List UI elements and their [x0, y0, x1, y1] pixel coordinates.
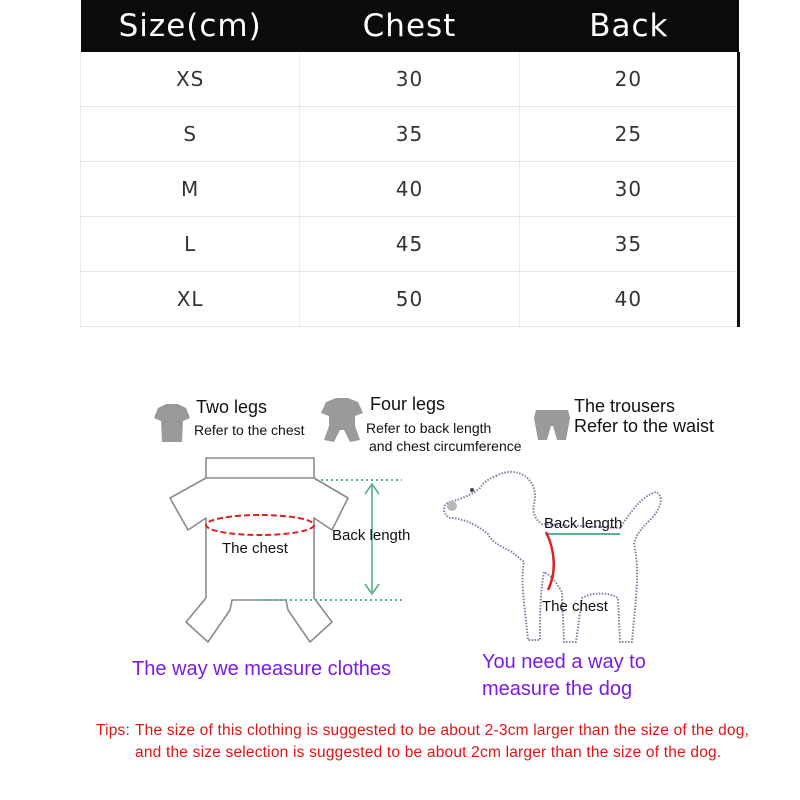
- back-cell: 40: [519, 272, 738, 327]
- table-row: [81, 107, 739, 162]
- dog-outline-diagram: [436, 462, 676, 652]
- header-back: Back: [519, 0, 738, 52]
- tips-text: The size of this clothing is suggested to be about 2-3cm larger than the size of the dog, and the size selection is suggested to be about 2cm larger than the size of the dog.: [135, 722, 750, 761]
- size-cell: L: [81, 217, 300, 272]
- clothes-caption: The way we measure clothes: [132, 658, 392, 680]
- chest-cell: 45: [300, 217, 519, 272]
- table-row: [81, 52, 739, 107]
- chest-cell: 40: [300, 162, 519, 217]
- size-cell: XS: [81, 52, 300, 107]
- dog-chest-label: The chest: [542, 598, 608, 615]
- back-cell: 35: [519, 217, 738, 272]
- dog-eye-icon: [470, 488, 474, 492]
- size-cell: M: [81, 162, 300, 217]
- back-cell: 30: [519, 162, 738, 217]
- chest-cell: 35: [300, 107, 519, 162]
- chest-cell: 30: [300, 52, 519, 107]
- tips-block: [96, 720, 756, 764]
- chest-cell: 50: [300, 272, 519, 327]
- clothes-back-length-label: Back length: [332, 527, 411, 544]
- size-table-header-row: [81, 0, 739, 52]
- back-cell: 25: [519, 107, 738, 162]
- table-row: [81, 272, 739, 327]
- trousers-title: The trousers: [574, 396, 676, 416]
- four-legs-garment-icon: [318, 396, 366, 444]
- header-chest: Chest: [300, 0, 519, 52]
- header-size: Size(cm): [81, 0, 300, 52]
- four-legs-title: Four legs: [370, 394, 446, 414]
- clothes-chest-label: The chest: [222, 540, 288, 557]
- dog-caption-line1: You need a way to: [482, 651, 646, 673]
- four-legs-note-line2: and chest circumference: [369, 438, 522, 454]
- trousers-note: Refer to the waist: [574, 416, 715, 436]
- table-row: [81, 162, 739, 217]
- garment-outline-diagram: [160, 450, 440, 650]
- table-row: [81, 217, 739, 272]
- dog-back-length-label: Back length: [544, 515, 623, 532]
- size-table: [80, 0, 740, 327]
- two-legs-note: Refer to the chest: [194, 422, 305, 438]
- four-legs-note-line1: Refer to back length: [366, 420, 492, 436]
- back-cell: 20: [519, 52, 738, 107]
- dog-caption-line2: measure the dog: [482, 678, 633, 700]
- tips-label: Tips:: [96, 722, 131, 739]
- two-legs-garment-icon: [152, 402, 192, 444]
- size-cell: S: [81, 107, 300, 162]
- two-legs-title: Two legs: [196, 397, 268, 417]
- size-cell: XL: [81, 272, 300, 327]
- trousers-icon: [532, 408, 572, 442]
